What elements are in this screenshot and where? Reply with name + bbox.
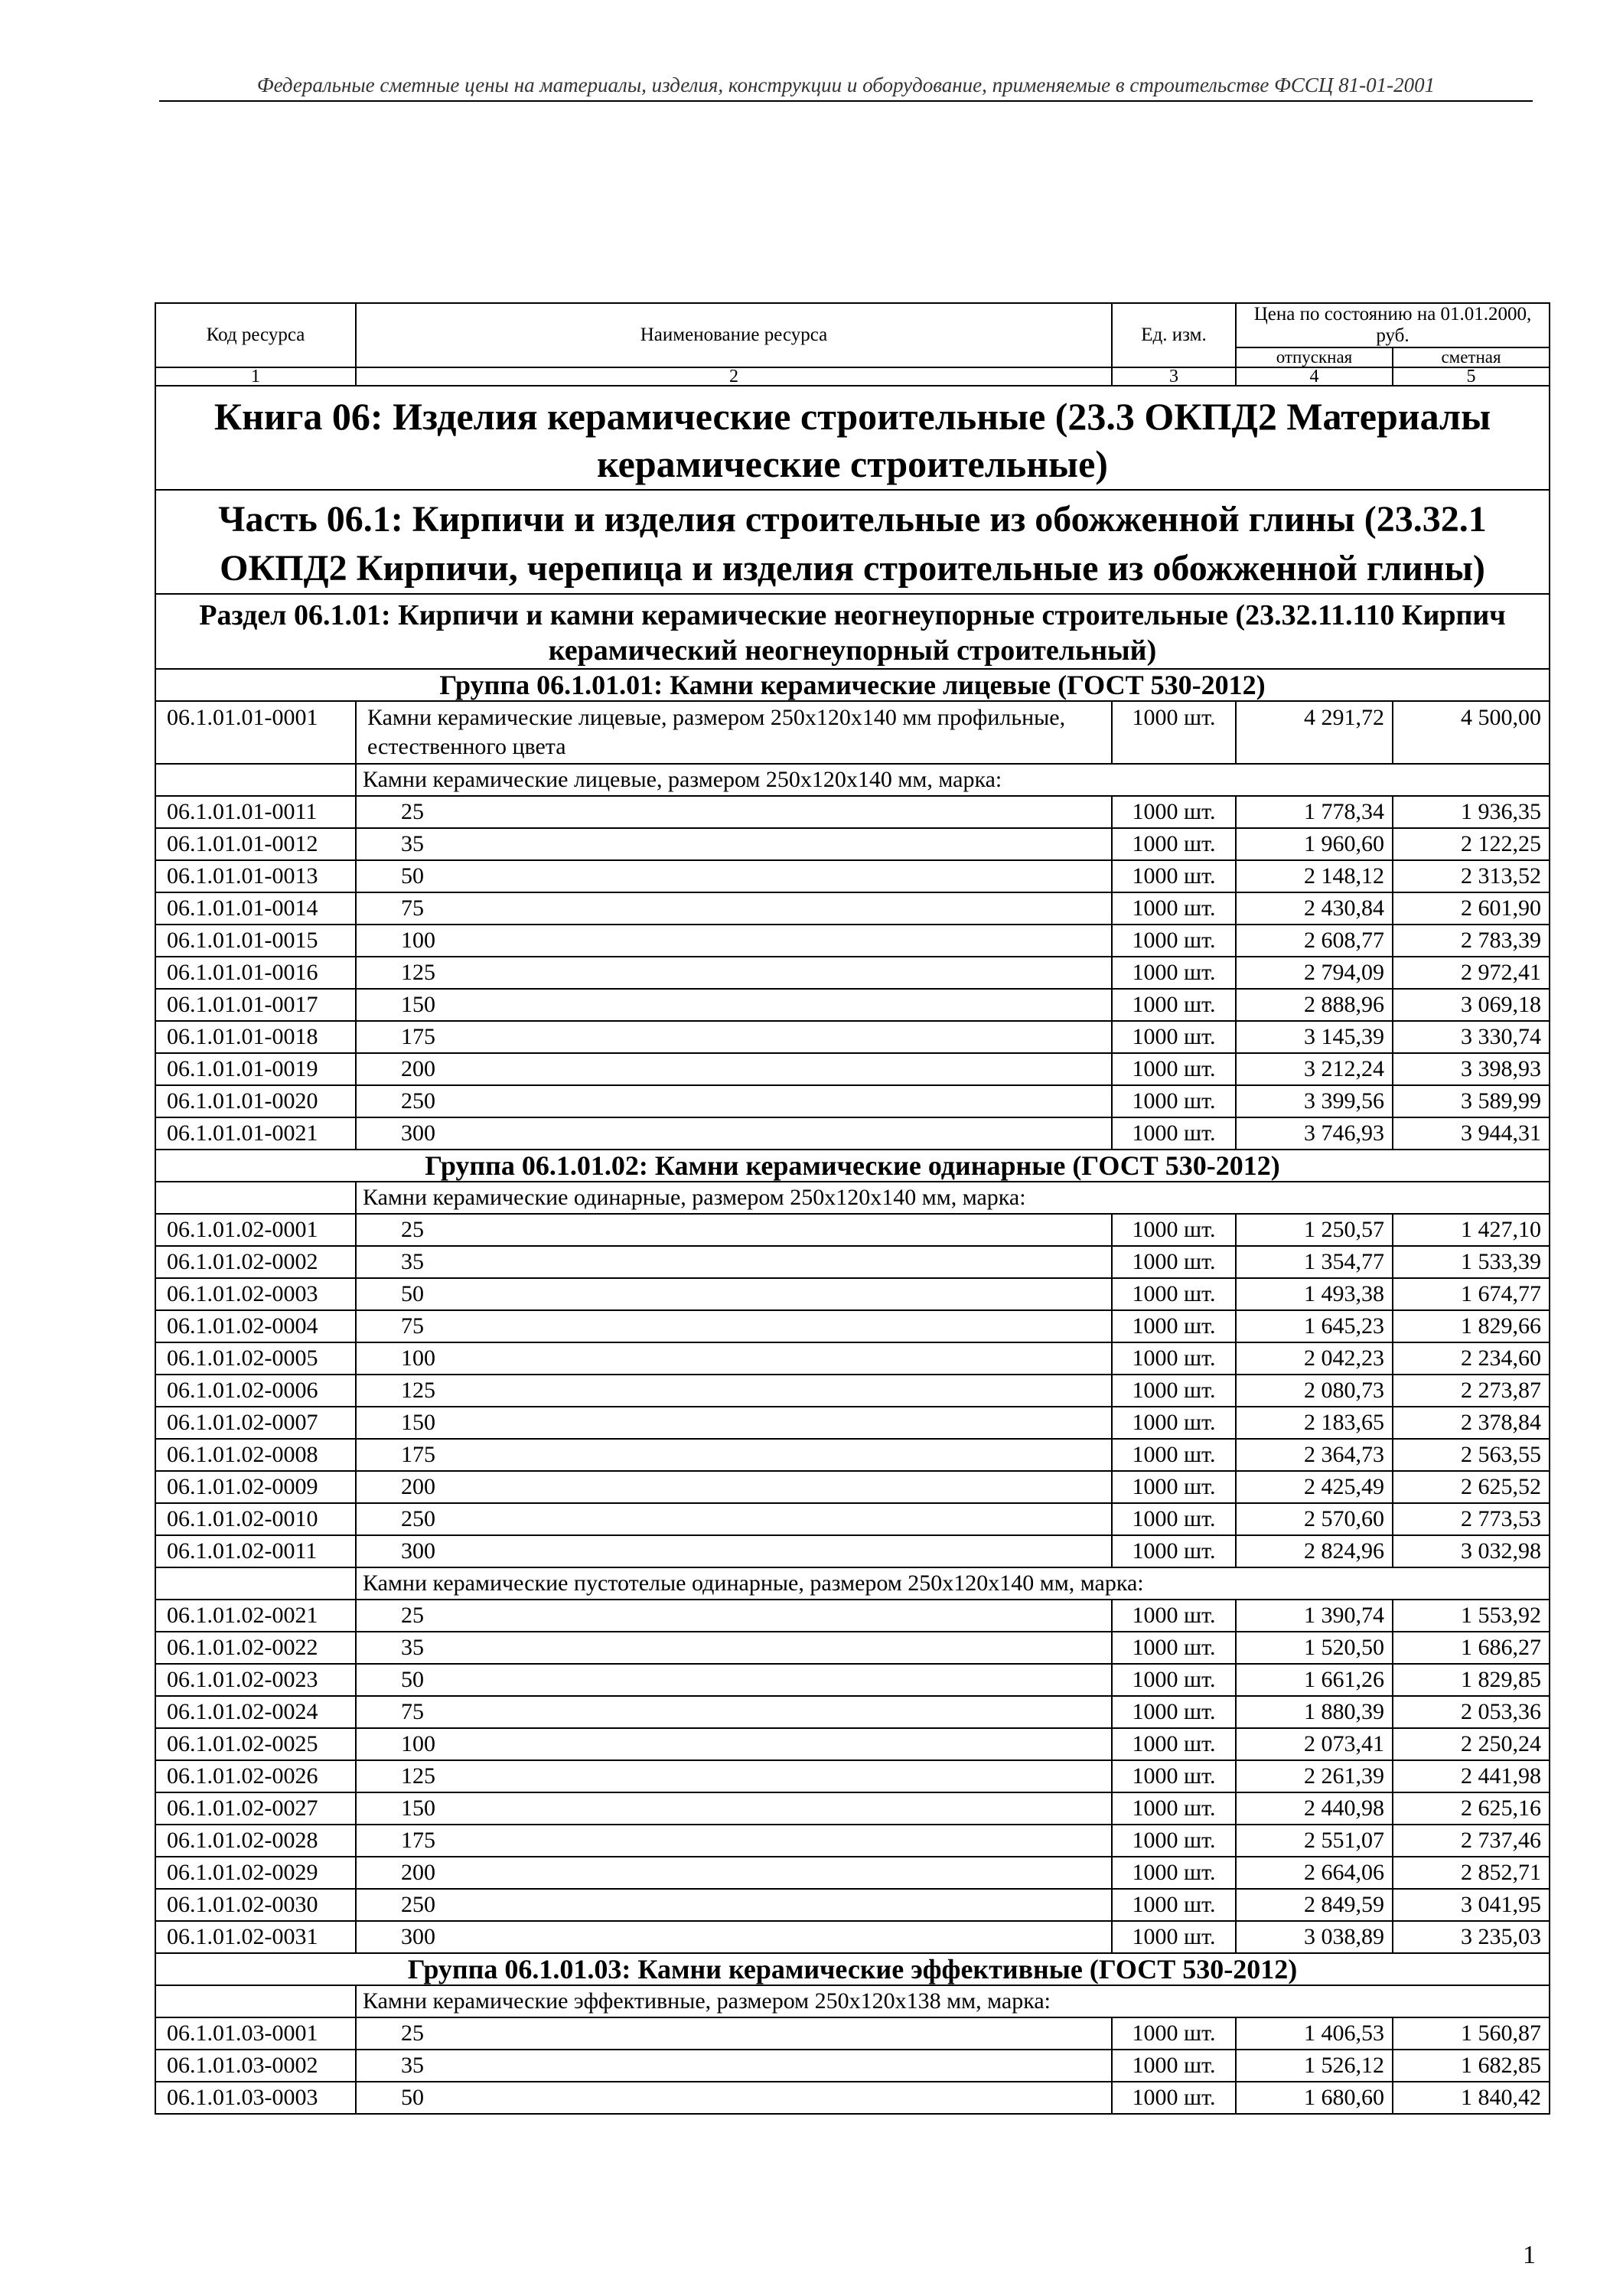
price-estimate: 1 674,77 <box>1393 1278 1550 1310</box>
resource-unit: 1000 шт. <box>1112 1825 1236 1857</box>
price-wholesale: 1 778,34 <box>1236 796 1393 828</box>
price-wholesale: 1 493,38 <box>1236 1278 1393 1310</box>
table-row <box>155 1696 1550 1728</box>
resource-code: 06.1.01.02-0028 <box>155 1825 356 1857</box>
price-estimate: 2 625,52 <box>1393 1471 1550 1503</box>
price-estimate: 1 686,27 <box>1393 1632 1550 1664</box>
price-wholesale: 2 430,84 <box>1236 892 1393 925</box>
resource-mark: 250 <box>356 1085 1112 1117</box>
group-title: Группа 06.1.01.02: Камни керамические одинарные (ГОСТ 530-2012) <box>155 1150 1550 1182</box>
subgroup-row <box>155 1567 1550 1600</box>
resource-mark: 35 <box>356 1246 1112 1278</box>
resource-mark: 300 <box>356 1117 1112 1150</box>
resource-unit: 1000 шт. <box>1112 701 1236 764</box>
resource-mark: 150 <box>356 1407 1112 1439</box>
col-number: 2 <box>356 367 1112 386</box>
price-estimate: 2 972,41 <box>1393 957 1550 989</box>
price-wholesale: 1 645,23 <box>1236 1310 1393 1342</box>
table-row <box>155 1053 1550 1085</box>
table-row <box>155 1825 1550 1857</box>
resource-mark: 100 <box>356 1728 1112 1760</box>
price-estimate: 2 273,87 <box>1393 1375 1550 1407</box>
price-estimate: 2 250,24 <box>1393 1728 1550 1760</box>
table-row <box>155 1246 1550 1278</box>
table-row <box>155 892 1550 925</box>
table-row <box>155 1760 1550 1792</box>
resource-mark: 50 <box>356 1278 1112 1310</box>
subgroup-row <box>155 764 1550 796</box>
resource-code: 06.1.01.03-0002 <box>155 2050 356 2082</box>
resource-mark: 25 <box>356 1214 1112 1246</box>
resource-mark: 200 <box>356 1471 1112 1503</box>
resource-unit: 1000 шт. <box>1112 1632 1236 1664</box>
resource-mark: 300 <box>356 1921 1112 1953</box>
resource-mark: 300 <box>356 1535 1112 1567</box>
resource-mark: 50 <box>356 860 1112 892</box>
group-row <box>155 1953 1550 1985</box>
price-wholesale: 2 849,59 <box>1236 1889 1393 1921</box>
resource-mark: 25 <box>356 2017 1112 2050</box>
part-title: Часть 06.1: Кирпичи и изделия строительные из обожженной глины (23.32.1 ОКПД2 Кирпичи, черепица и изделия строительные из обожженной глины) <box>155 490 1550 594</box>
table-row <box>155 1535 1550 1567</box>
table-row <box>155 1471 1550 1503</box>
resource-mark: 100 <box>356 925 1112 957</box>
resource-code: 06.1.01.02-0008 <box>155 1439 356 1471</box>
resource-unit: 1000 шт. <box>1112 828 1236 860</box>
resource-unit: 1000 шт. <box>1112 2082 1236 2114</box>
price-estimate: 1 427,10 <box>1393 1214 1550 1246</box>
price-estimate: 2 601,90 <box>1393 892 1550 925</box>
resource-unit: 1000 шт. <box>1112 1375 1236 1407</box>
price-wholesale: 1 680,60 <box>1236 2082 1393 2114</box>
running-header: Федеральные сметные цены на материалы, изделия, конструкции и оборудование, применяемые в строительстве ФССЦ 81-01-2001 <box>159 73 1533 102</box>
price-estimate: 3 944,31 <box>1393 1117 1550 1150</box>
subgroup-spacer <box>155 764 356 796</box>
price-estimate: 1 936,35 <box>1393 796 1550 828</box>
price-wholesale: 1 526,12 <box>1236 2050 1393 2082</box>
table-row <box>155 1439 1550 1471</box>
resource-code: 06.1.01.01-0019 <box>155 1053 356 1085</box>
resource-code: 06.1.01.03-0001 <box>155 2017 356 2050</box>
resource-code: 06.1.01.02-0010 <box>155 1503 356 1535</box>
resource-unit: 1000 шт. <box>1112 1439 1236 1471</box>
price-estimate: 2 625,16 <box>1393 1792 1550 1825</box>
table-row <box>155 1664 1550 1696</box>
price-table <box>155 302 1550 2115</box>
resource-code: 06.1.01.02-0021 <box>155 1600 356 1632</box>
table-row <box>155 1085 1550 1117</box>
resource-code: 06.1.01.02-0025 <box>155 1728 356 1760</box>
resource-mark: 35 <box>356 828 1112 860</box>
price-wholesale: 4 291,72 <box>1236 701 1393 764</box>
subgroup-spacer <box>155 1567 356 1600</box>
header-unit: Ед. изм. <box>1112 303 1236 367</box>
price-wholesale: 2 440,98 <box>1236 1792 1393 1825</box>
resource-unit: 1000 шт. <box>1112 796 1236 828</box>
resource-mark: 125 <box>356 1760 1112 1792</box>
col-number: 1 <box>155 367 356 386</box>
price-wholesale: 1 960,60 <box>1236 828 1393 860</box>
price-wholesale: 3 145,39 <box>1236 1021 1393 1053</box>
resource-unit: 1000 шт. <box>1112 1053 1236 1085</box>
table-row <box>155 1600 1550 1632</box>
resource-code: 06.1.01.01-0012 <box>155 828 356 860</box>
price-wholesale: 1 520,50 <box>1236 1632 1393 1664</box>
price-wholesale: 2 608,77 <box>1236 925 1393 957</box>
price-wholesale: 1 390,74 <box>1236 1600 1393 1632</box>
table-row <box>155 1375 1550 1407</box>
table-row <box>155 1503 1550 1535</box>
price-estimate: 2 441,98 <box>1393 1760 1550 1792</box>
resource-code: 06.1.01.01-0013 <box>155 860 356 892</box>
resource-mark: 25 <box>356 796 1112 828</box>
book-title: Книга 06: Изделия керамические строительные (23.3 ОКПД2 Материалы керамические строительные) <box>155 386 1550 490</box>
table-row <box>155 2050 1550 2082</box>
resource-code: 06.1.01.02-0029 <box>155 1857 356 1889</box>
header-price: Цена по состоянию на 01.01.2000, руб. <box>1236 303 1550 347</box>
resource-code: 06.1.01.02-0023 <box>155 1664 356 1696</box>
price-wholesale: 1 250,57 <box>1236 1214 1393 1246</box>
resource-unit: 1000 шт. <box>1112 1085 1236 1117</box>
price-wholesale: 2 183,65 <box>1236 1407 1393 1439</box>
resource-code: 06.1.01.02-0024 <box>155 1696 356 1728</box>
table-row <box>155 1889 1550 1921</box>
price-wholesale: 2 073,41 <box>1236 1728 1393 1760</box>
table-row <box>155 2017 1550 2050</box>
resource-code: 06.1.01.01-0018 <box>155 1021 356 1053</box>
resource-code: 06.1.01.02-0022 <box>155 1632 356 1664</box>
resource-unit: 1000 шт. <box>1112 1278 1236 1310</box>
price-estimate: 2 773,53 <box>1393 1503 1550 1535</box>
price-estimate: 2 378,84 <box>1393 1407 1550 1439</box>
resource-code: 06.1.01.02-0031 <box>155 1921 356 1953</box>
subgroup-title: Камни керамические одинарные, размером 250x120x140 мм, марка: <box>356 1182 1550 1214</box>
resource-code: 06.1.01.02-0030 <box>155 1889 356 1921</box>
table-row <box>155 701 1550 764</box>
table-row <box>155 1792 1550 1825</box>
table-row <box>155 796 1550 828</box>
price-estimate: 3 589,99 <box>1393 1085 1550 1117</box>
resource-code: 06.1.01.02-0002 <box>155 1246 356 1278</box>
price-estimate: 2 234,60 <box>1393 1342 1550 1375</box>
price-wholesale: 1 406,53 <box>1236 2017 1393 2050</box>
resource-code: 06.1.01.02-0001 <box>155 1214 356 1246</box>
price-estimate: 1 533,39 <box>1393 1246 1550 1278</box>
price-estimate: 3 069,18 <box>1393 989 1550 1021</box>
subgroup-spacer <box>155 1182 356 1214</box>
header-estimate: сметная <box>1393 347 1550 367</box>
table-row <box>155 1632 1550 1664</box>
table-row <box>155 2082 1550 2114</box>
price-wholesale: 2 364,73 <box>1236 1439 1393 1471</box>
resource-mark: 200 <box>356 1053 1112 1085</box>
resource-code: 06.1.01.02-0027 <box>155 1792 356 1825</box>
resource-unit: 1000 шт. <box>1112 1857 1236 1889</box>
resource-unit: 1000 шт. <box>1112 925 1236 957</box>
resource-unit: 1000 шт. <box>1112 860 1236 892</box>
resource-code: 06.1.01.01-0020 <box>155 1085 356 1117</box>
price-estimate: 3 032,98 <box>1393 1535 1550 1567</box>
resource-code: 06.1.01.02-0006 <box>155 1375 356 1407</box>
resource-unit: 1000 шт. <box>1112 2050 1236 2082</box>
resource-mark: 50 <box>356 2082 1112 2114</box>
resource-unit: 1000 шт. <box>1112 1117 1236 1150</box>
table-row <box>155 1117 1550 1150</box>
price-wholesale: 1 880,39 <box>1236 1696 1393 1728</box>
resource-unit: 1000 шт. <box>1112 2017 1236 2050</box>
resource-code: 06.1.01.01-0001 <box>155 701 356 764</box>
resource-code: 06.1.01.02-0004 <box>155 1310 356 1342</box>
price-wholesale: 2 080,73 <box>1236 1375 1393 1407</box>
table-header <box>155 303 1550 386</box>
subgroup-title: Камни керамические пустотелые одинарные, размером 250x120x140 мм, марка: <box>356 1567 1550 1600</box>
price-estimate: 3 330,74 <box>1393 1021 1550 1053</box>
subgroup-row <box>155 1182 1550 1214</box>
price-wholesale: 2 824,96 <box>1236 1535 1393 1567</box>
table-row <box>155 1310 1550 1342</box>
resource-mark: 75 <box>356 892 1112 925</box>
resource-mark: 75 <box>356 1310 1112 1342</box>
resource-unit: 1000 шт. <box>1112 1407 1236 1439</box>
resource-unit: 1000 шт. <box>1112 1889 1236 1921</box>
price-wholesale: 2 888,96 <box>1236 989 1393 1021</box>
header-code: Код ресурса <box>155 303 356 367</box>
resource-unit: 1000 шт. <box>1112 1921 1236 1953</box>
group-title: Группа 06.1.01.01: Камни керамические лицевые (ГОСТ 530-2012) <box>155 669 1550 701</box>
resource-unit: 1000 шт. <box>1112 1503 1236 1535</box>
price-estimate: 3 041,95 <box>1393 1889 1550 1921</box>
table-row <box>155 1342 1550 1375</box>
price-estimate: 1 829,66 <box>1393 1310 1550 1342</box>
col-number: 5 <box>1393 367 1550 386</box>
resource-mark: 175 <box>356 1439 1112 1471</box>
col-number: 4 <box>1236 367 1393 386</box>
resource-mark: 100 <box>356 1342 1112 1375</box>
resource-code: 06.1.01.02-0005 <box>155 1342 356 1375</box>
price-estimate: 2 053,36 <box>1393 1696 1550 1728</box>
section-title: Раздел 06.1.01: Кирпичи и камни керамические неогнеупорные строительные (23.32.11.110 Кирпич керамический неогнеупорный строительный) <box>155 594 1550 669</box>
price-wholesale: 3 399,56 <box>1236 1085 1393 1117</box>
resource-mark: 250 <box>356 1503 1112 1535</box>
resource-mark: 125 <box>356 957 1112 989</box>
price-wholesale: 2 425,49 <box>1236 1471 1393 1503</box>
table-row <box>155 1857 1550 1889</box>
resource-unit: 1000 шт. <box>1112 1471 1236 1503</box>
resource-unit: 1000 шт. <box>1112 1728 1236 1760</box>
table-body <box>155 386 1550 2114</box>
resource-code: 06.1.01.01-0021 <box>155 1117 356 1150</box>
resource-mark: 175 <box>356 1825 1112 1857</box>
price-estimate: 1 829,85 <box>1393 1664 1550 1696</box>
price-wholesale: 2 148,12 <box>1236 860 1393 892</box>
price-wholesale: 2 261,39 <box>1236 1760 1393 1792</box>
table-row <box>155 828 1550 860</box>
price-estimate: 2 563,55 <box>1393 1439 1550 1471</box>
resource-unit: 1000 шт. <box>1112 1696 1236 1728</box>
price-wholesale: 2 794,09 <box>1236 957 1393 989</box>
resource-unit: 1000 шт. <box>1112 1760 1236 1792</box>
resource-code: 06.1.01.01-0015 <box>155 925 356 957</box>
resource-mark: 175 <box>356 1021 1112 1053</box>
resource-code: 06.1.01.01-0016 <box>155 957 356 989</box>
resource-unit: 1000 шт. <box>1112 1792 1236 1825</box>
resource-code: 06.1.01.03-0003 <box>155 2082 356 2114</box>
price-estimate: 3 235,03 <box>1393 1921 1550 1953</box>
price-estimate: 3 398,93 <box>1393 1053 1550 1085</box>
resource-code: 06.1.01.02-0011 <box>155 1535 356 1567</box>
table-row <box>155 1278 1550 1310</box>
resource-unit: 1000 шт. <box>1112 1021 1236 1053</box>
resource-unit: 1000 шт. <box>1112 957 1236 989</box>
resource-unit: 1000 шт. <box>1112 1214 1236 1246</box>
price-wholesale: 1 661,26 <box>1236 1664 1393 1696</box>
resource-mark: 35 <box>356 2050 1112 2082</box>
resource-mark: 75 <box>356 1696 1112 1728</box>
price-estimate: 1 840,42 <box>1393 2082 1550 2114</box>
price-estimate: 2 122,25 <box>1393 828 1550 860</box>
table-row <box>155 1921 1550 1953</box>
resource-mark: 25 <box>356 1600 1112 1632</box>
header-wholesale: отпускная <box>1236 347 1393 367</box>
table-row <box>155 1728 1550 1760</box>
table-row <box>155 925 1550 957</box>
resource-code: 06.1.01.01-0014 <box>155 892 356 925</box>
resource-unit: 1000 шт. <box>1112 1342 1236 1375</box>
resource-mark: 200 <box>356 1857 1112 1889</box>
group-title: Группа 06.1.01.03: Камни керамические эффективные (ГОСТ 530-2012) <box>155 1953 1550 1985</box>
resource-code: 06.1.01.02-0003 <box>155 1278 356 1310</box>
price-estimate: 2 313,52 <box>1393 860 1550 892</box>
resource-unit: 1000 шт. <box>1112 1535 1236 1567</box>
price-wholesale: 3 212,24 <box>1236 1053 1393 1085</box>
price-wholesale: 2 570,60 <box>1236 1503 1393 1535</box>
price-wholesale: 2 664,06 <box>1236 1857 1393 1889</box>
resource-code: 06.1.01.02-0009 <box>155 1471 356 1503</box>
table-row <box>155 989 1550 1021</box>
resource-mark: 35 <box>356 1632 1112 1664</box>
resource-code: 06.1.01.02-0007 <box>155 1407 356 1439</box>
resource-code: 06.1.01.02-0026 <box>155 1760 356 1792</box>
price-wholesale: 3 746,93 <box>1236 1117 1393 1150</box>
resource-code: 06.1.01.01-0017 <box>155 989 356 1021</box>
subgroup-title: Камни керамические лицевые, размером 250x120x140 мм, марка: <box>356 764 1550 796</box>
resource-code: 06.1.01.01-0011 <box>155 796 356 828</box>
resource-mark: 50 <box>356 1664 1112 1696</box>
resource-unit: 1000 шт. <box>1112 1664 1236 1696</box>
resource-mark: 125 <box>356 1375 1112 1407</box>
table-row <box>155 1214 1550 1246</box>
resource-unit: 1000 шт. <box>1112 892 1236 925</box>
price-wholesale: 1 354,77 <box>1236 1246 1393 1278</box>
table-row <box>155 860 1550 892</box>
resource-mark: 250 <box>356 1889 1112 1921</box>
price-wholesale: 2 551,07 <box>1236 1825 1393 1857</box>
price-estimate: 2 737,46 <box>1393 1825 1550 1857</box>
subgroup-row <box>155 1985 1550 2017</box>
header-name: Наименование ресурса <box>356 303 1112 367</box>
resource-mark: 150 <box>356 1792 1112 1825</box>
price-wholesale: 3 038,89 <box>1236 1921 1393 1953</box>
price-wholesale: 2 042,23 <box>1236 1342 1393 1375</box>
price-estimate: 4 500,00 <box>1393 701 1550 764</box>
table-row <box>155 1021 1550 1053</box>
resource-mark: 150 <box>356 989 1112 1021</box>
price-estimate: 2 852,71 <box>1393 1857 1550 1889</box>
resource-unit: 1000 шт. <box>1112 989 1236 1021</box>
subgroup-title: Камни керамические эффективные, размером 250x120x138 мм, марка: <box>356 1985 1550 2017</box>
resource-unit: 1000 шт. <box>1112 1600 1236 1632</box>
page-number: 1 <box>1523 2241 1536 2269</box>
resource-unit: 1000 шт. <box>1112 1310 1236 1342</box>
group-row <box>155 1150 1550 1182</box>
price-estimate: 2 783,39 <box>1393 925 1550 957</box>
table-row <box>155 957 1550 989</box>
subgroup-spacer <box>155 1985 356 2017</box>
price-estimate: 1 560,87 <box>1393 2017 1550 2050</box>
table-row <box>155 1407 1550 1439</box>
price-estimate: 1 553,92 <box>1393 1600 1550 1632</box>
group-row <box>155 669 1550 701</box>
resource-name: Камни керамические лицевые, размером 250x120x140 мм профильные, естественного цвета <box>356 701 1112 764</box>
price-estimate: 1 682,85 <box>1393 2050 1550 2082</box>
col-number: 3 <box>1112 367 1236 386</box>
resource-unit: 1000 шт. <box>1112 1246 1236 1278</box>
